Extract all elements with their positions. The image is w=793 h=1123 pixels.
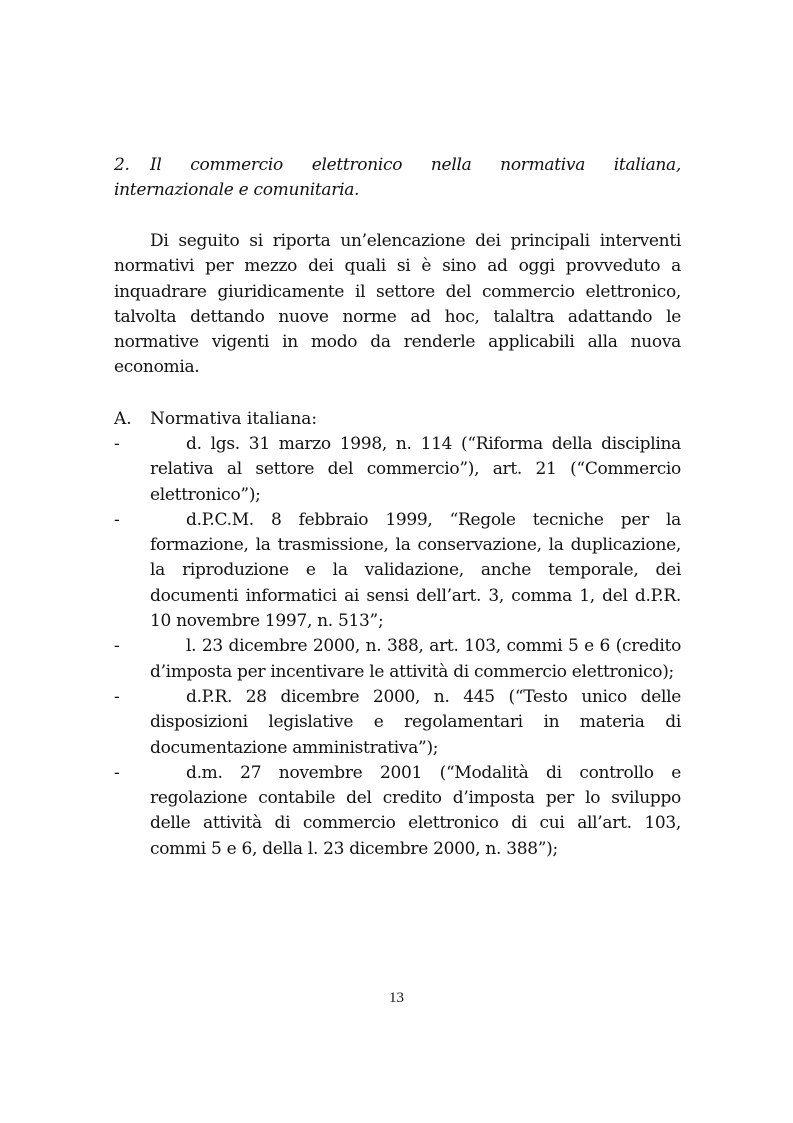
heading-number: 2. [114, 155, 130, 175]
normative-list [114, 432, 681, 862]
heading-title: Il commercio elettronico nella normativa italiana, internazionale e comunitaria. [114, 155, 681, 201]
list-item-text: l. 23 dicembre 2000, n. 388, art. 103, commi 5 e 6 (credito d’imposta per incentivare le attività di commercio elettronico); [150, 636, 681, 682]
list-item [114, 634, 681, 685]
page-number: 13 [389, 990, 404, 1006]
list-item [114, 761, 681, 862]
list-bullet: - [114, 686, 120, 707]
list-bullet: - [114, 434, 120, 454]
list-bullet: - [114, 636, 120, 657]
section-heading [114, 153, 681, 204]
list-item-text: d. lgs. 31 marzo 1998, n. 114 (“Riforma della disciplina relativa al settore del commercio”), art. 21 (“Commercio elettronico”); [150, 434, 681, 505]
subsection-label [114, 407, 681, 432]
list-item-text: d.P.C.M. 8 febbraio 1999, “Regole tecniche per la formazione, la trasmissione, la conservazione, la duplicazione, la riproduzione e la validazione, anche temporale, dei documenti informatici ai sensi dell’art. 3, comma 1, del d.P.R. 10 novembre 1997, n. 513”; [150, 509, 681, 632]
list-item [114, 508, 681, 634]
list-item [114, 432, 681, 508]
list-item [114, 685, 681, 761]
list-item-text: d.P.R. 28 dicembre 2000, n. 445 (“Testo unico delle disposizioni legislative e regolamentari in materia di documentazione amministrativa”); [150, 686, 681, 758]
list-bullet: - [114, 509, 120, 530]
subsection-letter: A. [114, 409, 132, 429]
intro-paragraph: Di seguito si riporta un’elencazione dei principali interventi normativi per mezzo dei quali si è sino ad oggi provveduto a inquadrare giuridicamente il settore del commercio elettronico, talvolta dettando nuove norme ad hoc, talaltra adattando le normative vigenti in modo da renderle applicabili alla nuova economia. [114, 231, 681, 378]
list-bullet: - [114, 762, 120, 783]
subsection-title: Normativa italiana: [150, 409, 318, 429]
list-item-text: d.m. 27 novembre 2001 (“Modalità di controllo e regolazione contabile del credito d’imposta per lo sviluppo delle attività di commercio elettronico di cui all’art. 103, commi 5 e 6, della l. 23 dicembre 2000, n. 388”); [150, 762, 681, 859]
